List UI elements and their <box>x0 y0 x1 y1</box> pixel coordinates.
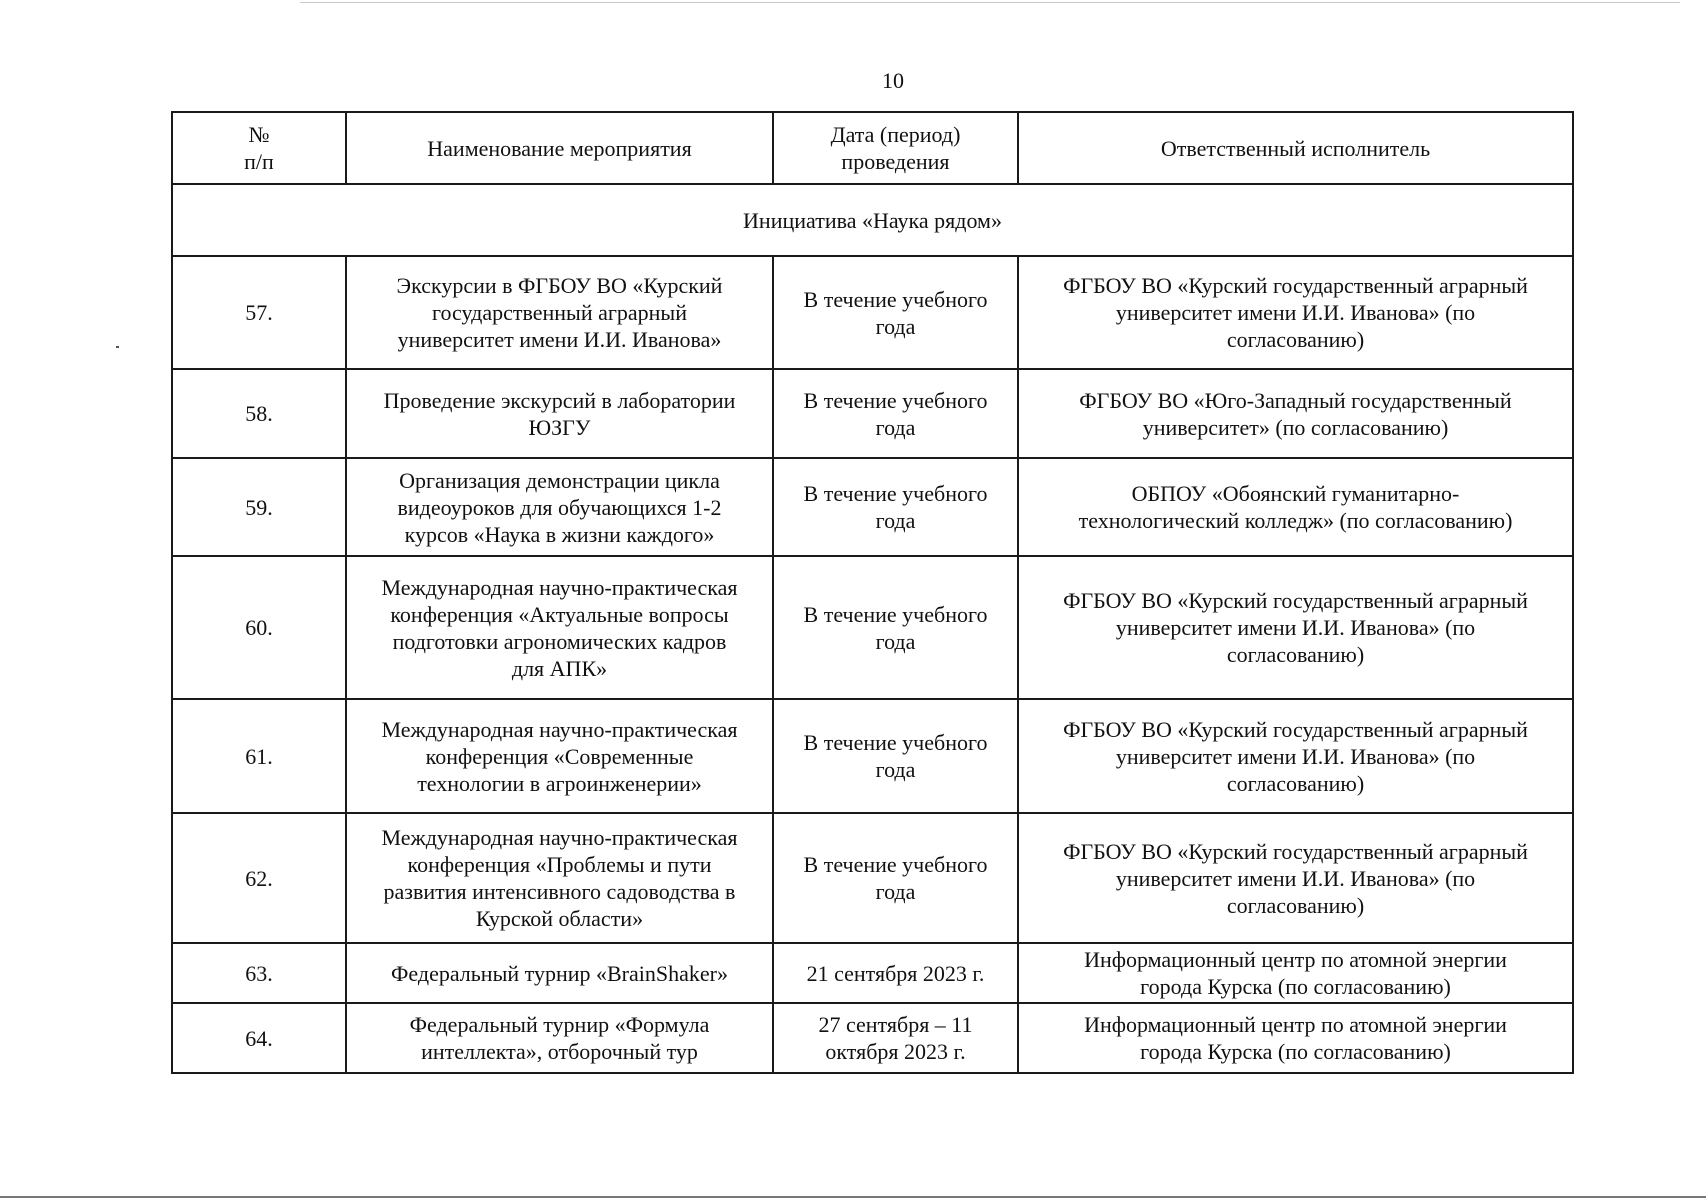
scan-top-edge-line <box>300 2 1680 3</box>
events-table <box>171 111 1574 1074</box>
table-row <box>172 813 1573 943</box>
table-header-row <box>172 112 1573 184</box>
row-number: 62. <box>172 813 346 943</box>
section-title: Инициатива «Наука рядом» <box>172 184 1573 256</box>
row-number: 57. <box>172 256 346 369</box>
table-row <box>172 256 1573 369</box>
row-responsible: ФГБОУ ВО «Курский государственный аграрный университет имени И.И. Иванова» (по согласованию) <box>1018 699 1573 813</box>
row-responsible: Информационный центр по атомной энергии города Курска (по согласованию) <box>1018 943 1573 1003</box>
row-responsible: ФГБОУ ВО «Курский государственный аграрный университет имени И.И. Иванова» (по согласованию) <box>1018 813 1573 943</box>
table-row <box>172 1003 1573 1073</box>
table-row <box>172 369 1573 458</box>
header-event-name: Наименование мероприятия <box>346 112 773 184</box>
row-date: В течение учебного года <box>773 813 1018 943</box>
row-responsible: ФГБОУ ВО «Курский государственный аграрный университет имени И.И. Иванова» (по согласованию) <box>1018 556 1573 699</box>
row-date: В течение учебного года <box>773 256 1018 369</box>
section-row <box>172 184 1573 256</box>
header-responsible: Ответственный исполнитель <box>1018 112 1573 184</box>
row-event-name: Организация демонстрации цикла видеоуроков для обучающихся 1-2 курсов «Наука в жизни каждого» <box>346 458 773 556</box>
row-date: В течение учебного года <box>773 458 1018 556</box>
row-date: 21 сентября 2023 г. <box>773 943 1018 1003</box>
row-number: 58. <box>172 369 346 458</box>
row-date: В течение учебного года <box>773 556 1018 699</box>
table-row <box>172 699 1573 813</box>
row-event-name: Международная научно-практическая конференция «Проблемы и пути развития интенсивного садоводства в Курской области» <box>346 813 773 943</box>
row-event-name: Международная научно-практическая конференция «Современные технологии в агроинженерии» <box>346 699 773 813</box>
row-responsible: ФГБОУ ВО «Юго-Западный государственный университет» (по согласованию) <box>1018 369 1573 458</box>
row-date: 27 сентября – 11 октября 2023 г. <box>773 1003 1018 1073</box>
table-row <box>172 556 1573 699</box>
header-date: Дата (период) проведения <box>773 112 1018 184</box>
header-number: № п/п <box>172 112 346 184</box>
row-event-name: Проведение экскурсий в лаборатории ЮЗГУ <box>346 369 773 458</box>
scan-speck <box>116 346 119 348</box>
row-date: В течение учебного года <box>773 369 1018 458</box>
table-row <box>172 458 1573 556</box>
row-event-name: Федеральный турнир «BrainShaker» <box>346 943 773 1003</box>
row-number: 61. <box>172 699 346 813</box>
row-number: 60. <box>172 556 346 699</box>
row-responsible: ФГБОУ ВО «Курский государственный аграрный университет имени И.И. Иванова» (по согласованию) <box>1018 256 1573 369</box>
row-number: 59. <box>172 458 346 556</box>
table-row <box>172 943 1573 1003</box>
row-responsible: Информационный центр по атомной энергии города Курска (по согласованию) <box>1018 1003 1573 1073</box>
row-number: 63. <box>172 943 346 1003</box>
row-event-name: Международная научно-практическая конференция «Актуальные вопросы подготовки агрономических кадров для АПК» <box>346 556 773 699</box>
row-date: В течение учебного года <box>773 699 1018 813</box>
scan-bottom-edge-line <box>0 1196 1706 1198</box>
row-responsible: ОБПОУ «Обоянский гуманитарно- технологический колледж» (по согласованию) <box>1018 458 1573 556</box>
row-number: 64. <box>172 1003 346 1073</box>
row-event-name: Федеральный турнир «Формула интеллекта», отборочный тур <box>346 1003 773 1073</box>
page-number: 10 <box>882 68 904 93</box>
row-event-name: Экскурсии в ФГБОУ ВО «Курский государственный аграрный университет имени И.И. Иванова» <box>346 256 773 369</box>
